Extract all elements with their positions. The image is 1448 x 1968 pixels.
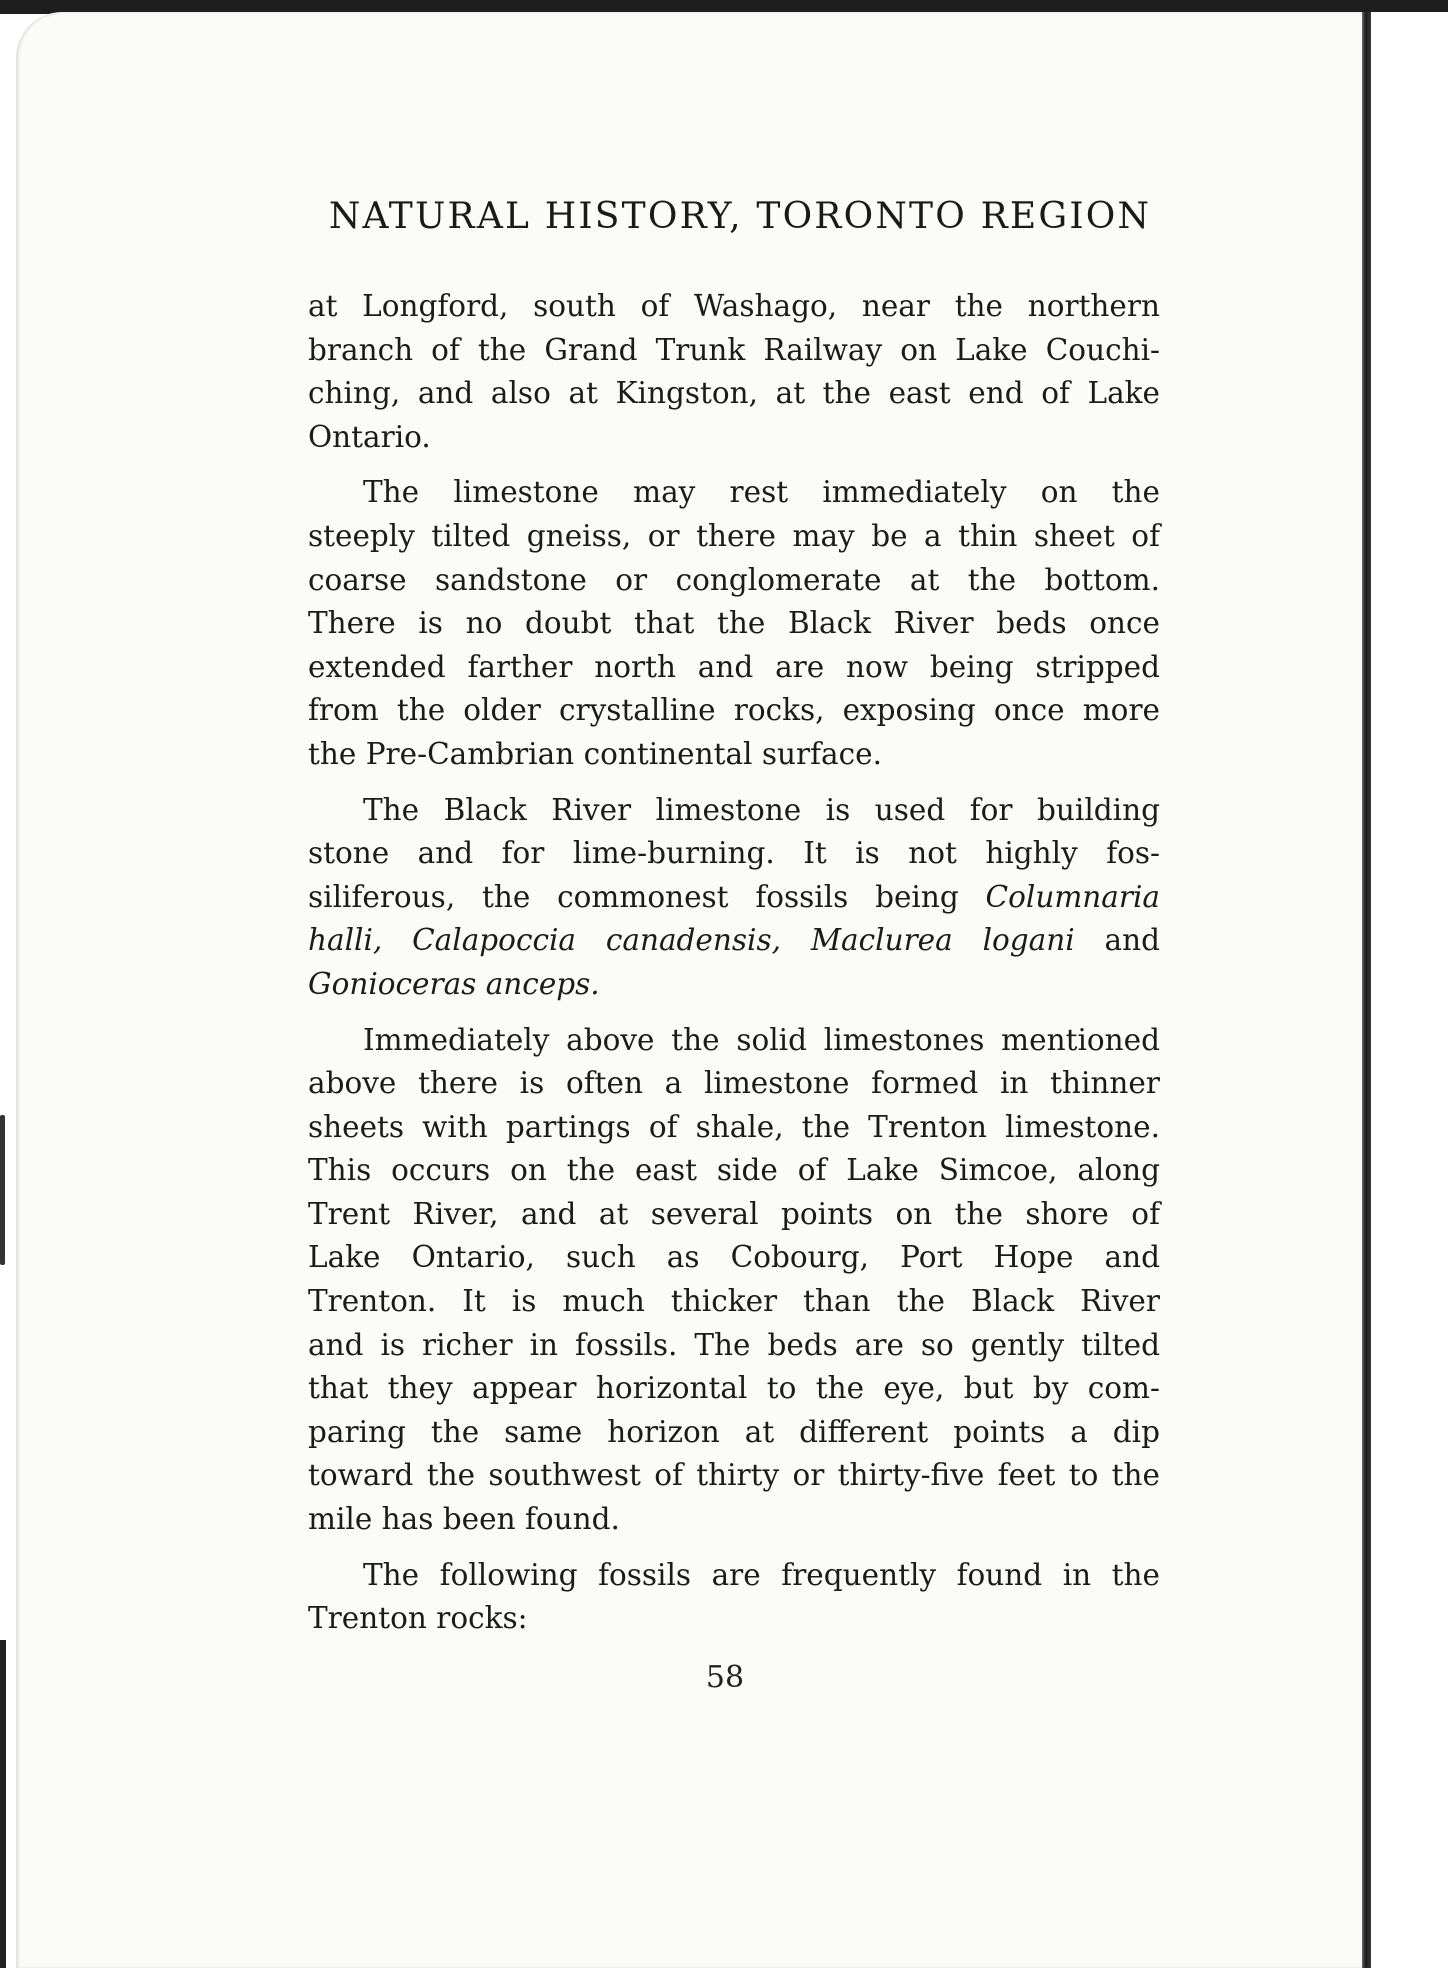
- text-line: the Pre-Cambrian continental surface.: [308, 736, 882, 771]
- running-head: NATURAL HISTORY, TORONTO REGION: [328, 196, 1152, 237]
- text-line: above there is often a limestone formed in thinner: [308, 1066, 1160, 1101]
- text-line: This occurs on the east side of Lake Simcoe, along: [308, 1153, 1160, 1188]
- text-line: sheets with partings of shale, the Trenton limestone.: [308, 1109, 1160, 1144]
- text-line: Trenton rocks:: [308, 1601, 528, 1636]
- text-line: from the older crystalline rocks, exposing once more: [308, 693, 1160, 728]
- book-spine-shadow: [1362, 12, 1371, 1968]
- text-run: siliferous, the commonest fossils being: [308, 879, 986, 914]
- paragraph-4: [308, 1019, 1160, 1542]
- text-line: The limestone may rest immediately on the: [363, 475, 1160, 510]
- text-line: stone and for lime-burning. It is not highly fos-: [308, 836, 1160, 871]
- paragraph-3: [308, 789, 1160, 1007]
- text-line: The Black River limestone is used for building: [363, 792, 1160, 827]
- paragraph-1: [308, 285, 1160, 459]
- scan-edge-mark: [0, 1115, 5, 1265]
- text-line: at Longford, south of Washago, near the northern: [308, 289, 1160, 323]
- text-line: Trent River, and at several points on the shore of: [308, 1196, 1160, 1231]
- text-line: [308, 919, 1160, 963]
- scan-right-margin: [1371, 12, 1448, 1968]
- page-number: 58: [705, 1660, 745, 1695]
- scan-edge-mark-lower: [0, 1640, 6, 1968]
- text-line: branch of the Grand Trunk Railway on Lake Couchi-: [308, 332, 1160, 367]
- text-line: Ontario.: [308, 419, 431, 454]
- text-line: Lake Ontario, such as Cobourg, Port Hope and: [308, 1240, 1160, 1275]
- text-run: and: [1074, 923, 1160, 958]
- text-line: and is richer in fossils. The beds are so gently tilted: [308, 1327, 1160, 1362]
- species-name: Gonioceras anceps.: [308, 966, 600, 1001]
- text-line: extended farther north and are now being stripped: [308, 649, 1160, 684]
- species-name: halli, Calapoccia canadensis, Maclurea logani: [308, 923, 1075, 958]
- text-line: paring the same horizon at different points a dip: [308, 1414, 1160, 1449]
- text-line: coarse sandstone or conglomerate at the bottom.: [308, 562, 1160, 597]
- text-line: Trenton. It is much thicker than the Black River: [308, 1284, 1160, 1319]
- text-line: There is no doubt that the Black River beds once: [308, 606, 1160, 641]
- text-line: ching, and also at Kingston, at the east end of Lake: [308, 376, 1160, 411]
- text-line: that they appear horizontal to the eye, but by com-: [308, 1371, 1160, 1406]
- species-name: Columnaria: [985, 879, 1160, 914]
- text-line: mile has been found.: [308, 1502, 620, 1537]
- paragraph-5: [308, 1554, 1160, 1641]
- text-line: steeply tilted gneiss, or there may be a thin sheet of: [308, 518, 1160, 553]
- text-line: toward the southwest of thirty or thirty-five feet to the: [308, 1458, 1160, 1493]
- text-line: The following fossils are frequently found in the: [363, 1557, 1160, 1592]
- paragraph-2: [308, 471, 1160, 776]
- text-line: Immediately above the solid limestones mentioned: [363, 1022, 1160, 1057]
- text-line: [308, 876, 1160, 920]
- body-text: [308, 285, 1160, 1653]
